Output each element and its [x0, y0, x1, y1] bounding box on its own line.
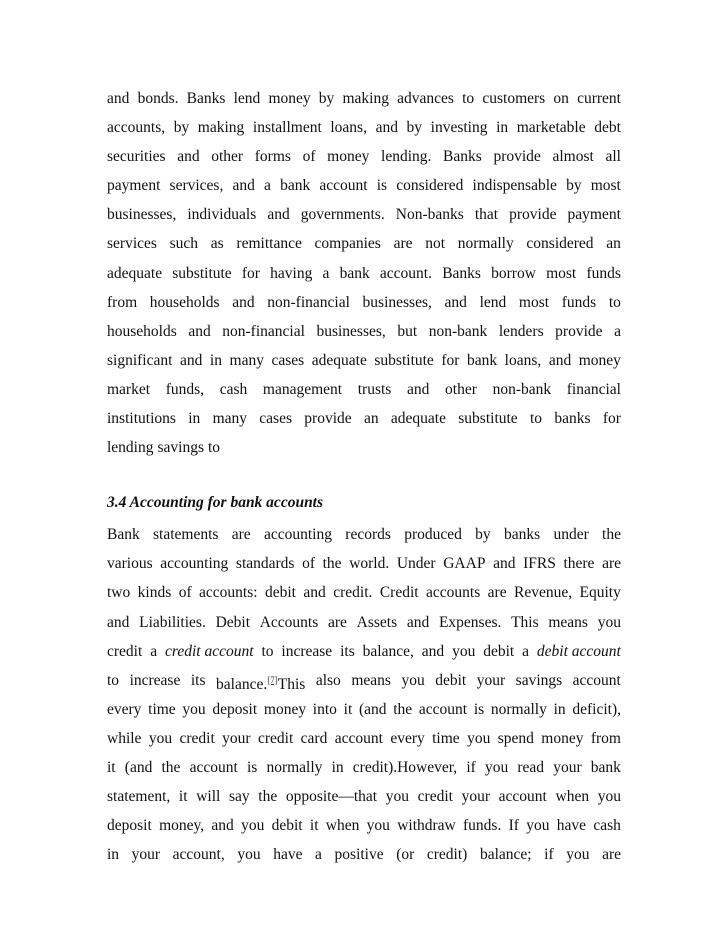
section-heading: 3.4 Accounting for bank accounts	[107, 494, 324, 512]
text-line: institutions in many cases provide an adequate substitute to banks for	[107, 410, 621, 428]
text-line: every time you deposit money into it (and the account is normally in deficit),	[107, 700, 621, 718]
text-line: various accounting standards of the world. Under GAAP and IFRS there are	[107, 555, 621, 573]
text-line: businesses, individuals and governments. Non-banks that provide payment	[107, 206, 621, 224]
text-line: two kinds of accounts: debit and credit. Credit accounts are Revenue, Equity	[107, 584, 621, 602]
text-line: households and non-financial businesses, but non-bank lenders provide a	[107, 322, 621, 340]
text-line: statement, it will say the opposite—that you credit your account when you	[107, 788, 621, 806]
text-line: Bank statements are accounting records produced by banks under the	[107, 526, 621, 544]
term-debit-account: debit account	[536, 642, 621, 660]
paragraph-banks-lending	[107, 84, 621, 462]
term-credit-account: credit account	[165, 642, 254, 660]
document-page	[107, 84, 621, 869]
text-line: and Liabilities. Debit Accounts are Assets and Expenses. This means you	[107, 613, 621, 631]
text-line: it (and the account is normally in credit).However, if you read your bank	[107, 758, 621, 776]
text-line: to increase its balance.[7]This also means you debit your savings account	[107, 671, 621, 693]
text-line: securities and other forms of money lending. Banks provide almost all	[107, 148, 621, 166]
text-line: and bonds. Banks lend money by making advances to customers on current	[107, 90, 621, 107]
footnote-reference-link[interactable]: [7]	[267, 674, 278, 685]
text-line: payment services, and a bank account is considered indispensable by most	[107, 177, 621, 195]
text-line: while you credit your credit card account every time you spend money from	[107, 729, 621, 747]
text-line: credit a credit account to increase its balance, and you debit a debit account	[107, 637, 621, 666]
text-line: adequate substitute for having a bank account. Banks borrow most funds	[107, 264, 621, 282]
text-line: significant and in many cases adequate substitute for bank loans, and money	[107, 351, 621, 369]
text-line: lending savings to	[107, 439, 221, 457]
text-line: in your account, you have a positive (or credit) balance; if you are	[107, 846, 621, 864]
paragraph-accounting	[107, 520, 621, 869]
text-line: accounts, by making installment loans, and by investing in marketable debt	[107, 119, 621, 137]
text-line: market funds, cash management trusts and other non-bank financial	[107, 380, 621, 398]
text-line: deposit money, and you debit it when you withdraw funds. If you have cash	[107, 817, 621, 835]
text-line: from households and non-financial businesses, and lend most funds to	[107, 293, 621, 311]
text-line: services such as remittance companies are not normally considered an	[107, 235, 621, 253]
